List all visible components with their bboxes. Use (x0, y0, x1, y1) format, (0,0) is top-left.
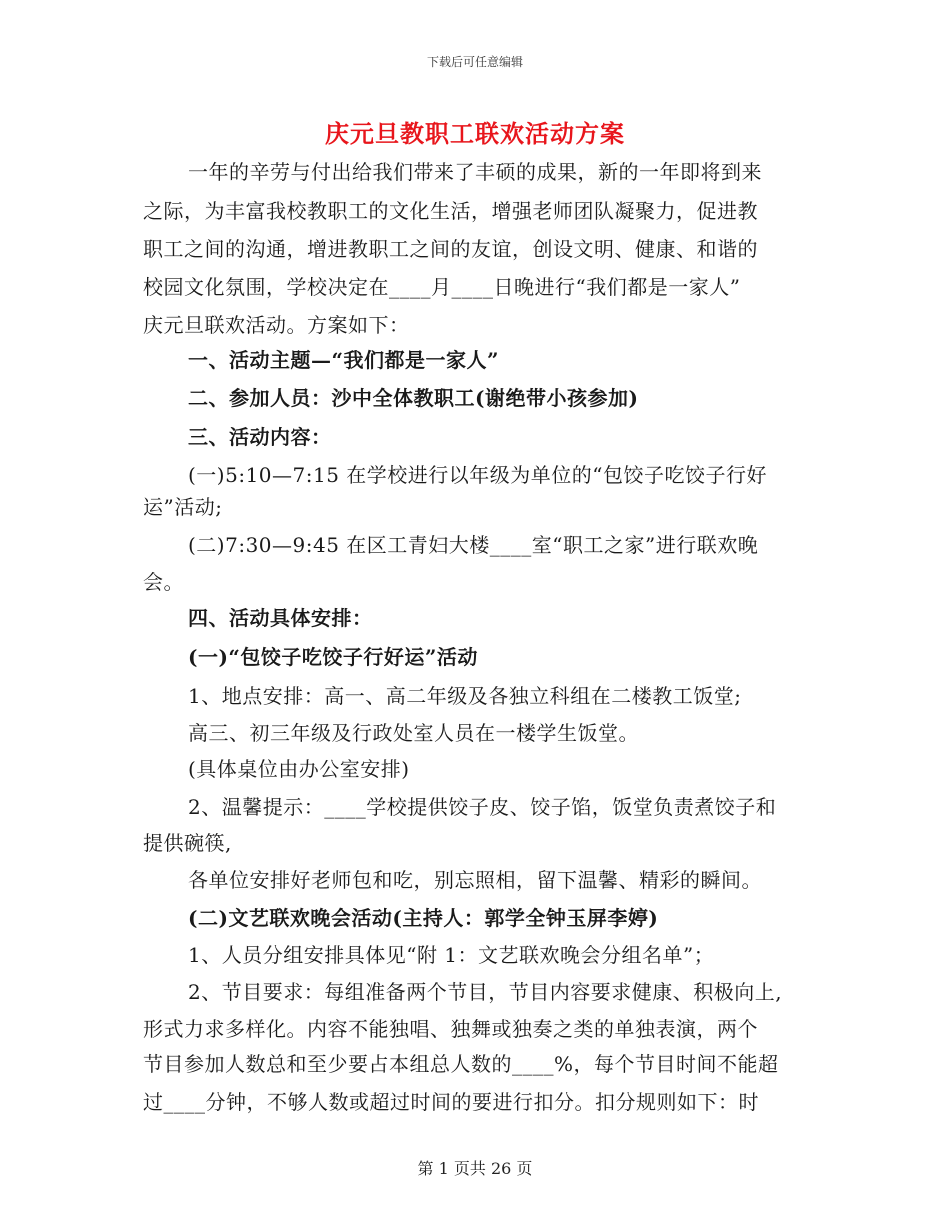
paragraph-line: 各单位安排好老师包和吃，别忘照相，留下温馨、精彩的瞬间。 (188, 868, 762, 892)
paragraph-line: 高三、初三年级及行政处室人员在一楼学生饭堂。 (188, 721, 639, 745)
section-heading: 三、活动内容： (188, 425, 332, 449)
paragraph-line: 节目参加人数总和至少要占本组总人数的____%，每个节目时间不能超 (143, 1052, 779, 1076)
paragraph-line: 职工之间的沟通，增进教职工之间的友谊，创设文明、健康、和谐的 (143, 237, 758, 261)
section-heading: 二、参加人员：沙中全体教职工(谢绝带小孩参加) (188, 386, 639, 410)
subsection-heading: (二)文艺联欢晚会活动(主持人：郭学全钟玉屏李婷) (188, 906, 659, 930)
paragraph-line: 提供碗筷, (143, 831, 232, 855)
subsection-heading: (一)“包饺子吃饺子行好运”活动 (188, 645, 478, 669)
paragraph-line: 运”活动; (143, 495, 223, 519)
paragraph-line: (二)7:30—9:45 在区工青妇大楼____室“职工之家”进行联欢晚 (188, 533, 759, 557)
paragraph-line: 校园文化氛围，学校决定在____月____日晚进行“我们都是一家人” (143, 275, 741, 299)
page-number: 第 1 页共 26 页 (417, 1159, 533, 1178)
document-title: 庆元旦教职工联欢活动方案 (325, 119, 625, 148)
paragraph-line: 2、温馨提示：____学校提供饺子皮、饺子馅，饭堂负责煮饺子和 (188, 795, 777, 819)
download-note: 下载后可任意编辑 (426, 55, 523, 69)
section-heading: 四、活动具体安排： (188, 606, 373, 630)
paragraph-line: 之际，为丰富我校教职工的文化生活，增强老师团队凝聚力，促进教 (143, 199, 758, 223)
paragraph-line: 会。 (143, 570, 184, 594)
paragraph-line: 1、地点安排：高一、高二年级及各独立科组在二楼教工饭堂; (188, 684, 742, 708)
paragraph-line: (一)5:10—7:15 在学校进行以年级为单位的“包饺子吃饺子行好 (188, 463, 768, 487)
paragraph-line: (具体桌位由办公室安排) (188, 757, 410, 781)
paragraph-line: 1、人员分组安排具体见“附 1：文艺联欢晚会分组名单”； (188, 943, 715, 967)
paragraph-line: 形式力求多样化。内容不能独唱、独舞或独奏之类的单独表演，两个 (143, 1017, 758, 1041)
section-heading: 一、活动主题—“我们都是一家人” (188, 348, 500, 372)
paragraph-line: 2、节目要求：每组准备两个节目，节目内容要求健康、积极向上, (188, 980, 783, 1004)
paragraph-line: 过____分钟，不够人数或超过时间的要进行扣分。扣分规则如下：时 (143, 1090, 759, 1114)
paragraph-line: 庆元旦联欢活动。方案如下： (143, 313, 410, 337)
paragraph-line: 一年的辛劳与付出给我们带来了丰硕的成果，新的一年即将到来 (188, 160, 762, 184)
